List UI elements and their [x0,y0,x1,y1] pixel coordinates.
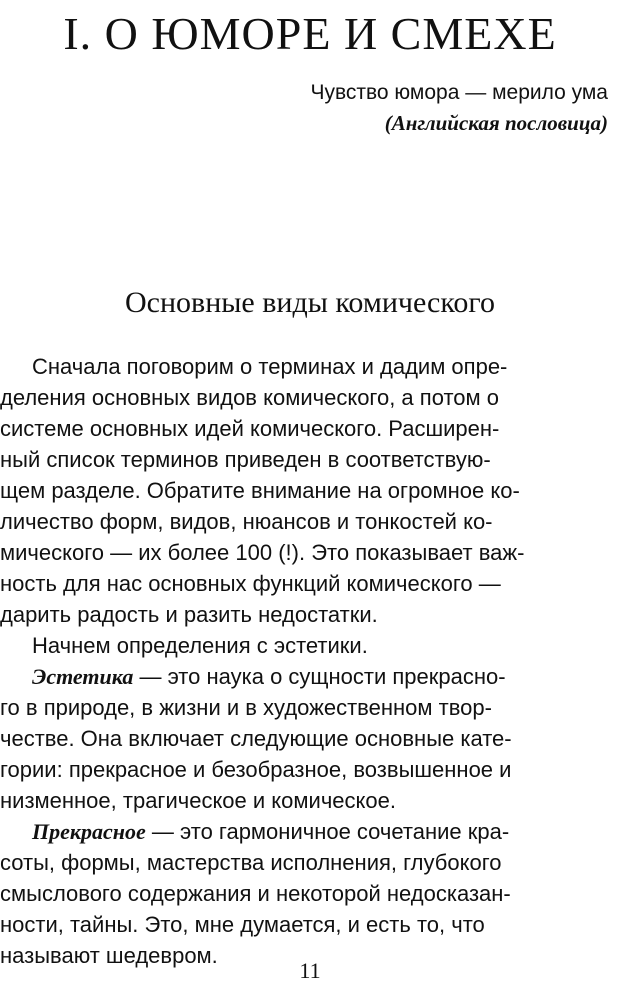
definition-text: — это гармоничное сочетание кра- [145,819,510,844]
epigraph [310,78,608,138]
text-line: смыслового содержания и некоторой недосказан- [0,881,511,906]
text-line: низменное, трагическое и комическое. [0,788,396,813]
text-line: деления основных видов комического, а потом о [0,385,499,410]
beautiful-definition-line [0,816,620,847]
text-line: называют шедевром. [0,943,218,968]
term-beautiful: Прекрасное [32,819,146,844]
text-line: Начнем определения с эстетики. [32,633,368,658]
body-text [0,351,620,971]
chapter-title: I. О ЮМОРЕ И СМЕХЕ [63,8,557,59]
term-aesthetics: Эстетика [32,664,134,689]
text-line: ность для нас основных функций комического — [0,571,501,596]
section-heading: Основные виды комического [125,286,495,319]
epigraph-source: (Английская пословица) [384,111,608,135]
page-number: 11 [299,958,321,983]
text-line: Сначала поговорим о терминах и дадим опре- [32,354,508,379]
text-line: ный список терминов приведен в соответствую- [0,447,491,472]
definition-text: — это наука о сущности прекрасно- [133,664,506,689]
text-line: дарить радость и разить недостатки. [0,602,378,627]
epigraph-quote: Чувство юмора — мерило ума [310,81,608,104]
text-line: системе основных идей комического. Расширен- [0,416,500,441]
text-line: честве. Она включает следующие основные кате- [0,726,512,751]
text-line: щем разделе. Обратите внимание на огромное ко- [0,478,520,503]
text-line: гории: прекрасное и безобразное, возвышенное и [0,757,512,782]
text-line: мического — их более 100 (!). Это показывает важ- [0,540,525,565]
text-line: го в природе, в жизни и в художественном твор- [0,695,492,720]
aesthetics-definition-line [0,661,620,692]
text-line: соты, формы, мастерства исполнения, глубокого [0,850,502,875]
text-line: личество форм, видов, нюансов и тонкостей ко- [0,509,493,534]
text-line: ности, тайны. Это, мне думается, и есть то, что [0,912,485,937]
